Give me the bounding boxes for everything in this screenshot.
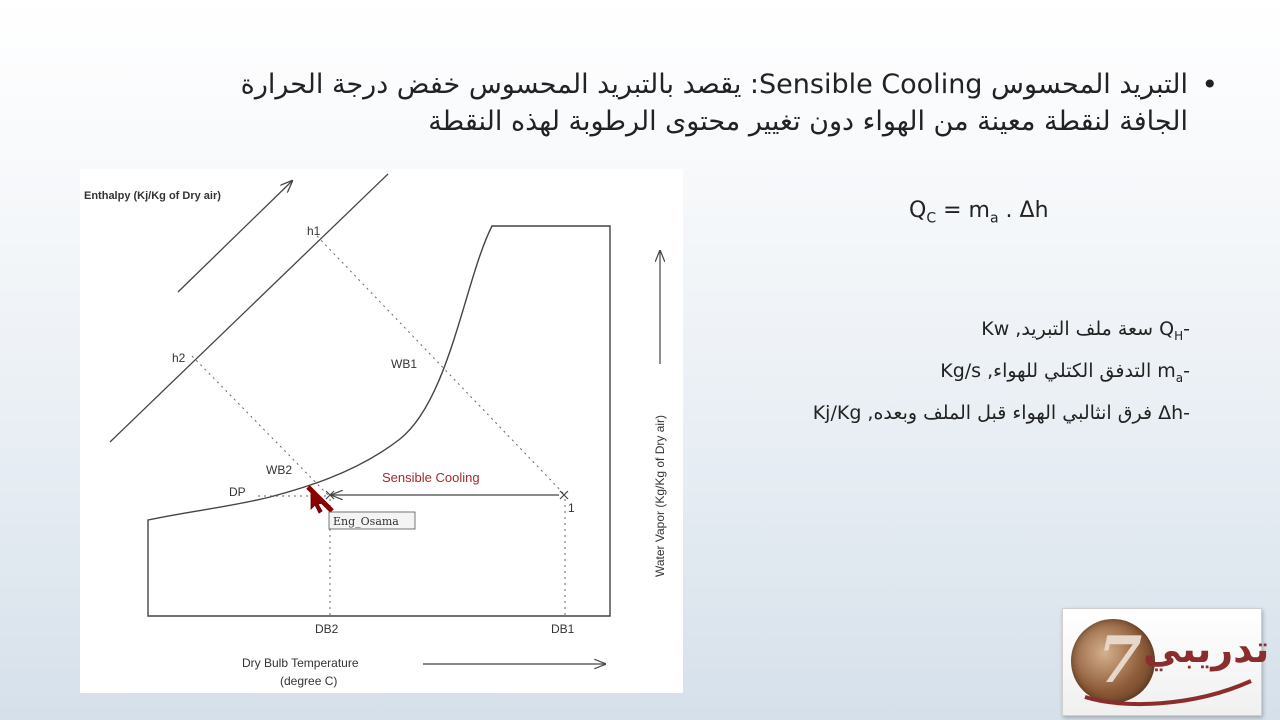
dp-label: DP bbox=[229, 485, 246, 499]
wb2-label: WB2 bbox=[266, 463, 293, 477]
enthalpy-scale-line bbox=[110, 174, 388, 442]
h2-label: h2 bbox=[172, 351, 186, 365]
h1-label: h1 bbox=[307, 224, 321, 238]
legend-m-text: التدفق الكتلي للهواء, Kg/s bbox=[940, 359, 1158, 382]
state-point-1 bbox=[560, 491, 568, 499]
enthalpy-label: Enthalpy (Kj/Kg of Dry air) bbox=[84, 190, 221, 202]
y-axis-label: Water Vapor (Kg/Kg of Dry air) bbox=[653, 414, 667, 577]
bullet-dot: • bbox=[1201, 68, 1218, 101]
legend-q-symbol: -Q bbox=[1159, 318, 1190, 340]
db2-label: DB2 bbox=[315, 622, 339, 636]
bullet-text bbox=[128, 66, 1218, 140]
legend-q-sub: H bbox=[1174, 328, 1184, 343]
variable-legend bbox=[813, 312, 1190, 431]
brand-logo bbox=[1062, 608, 1270, 716]
wb2-enthalpy-line bbox=[192, 356, 328, 495]
legend-dh-symbol: -Δh bbox=[1158, 401, 1190, 424]
legend-item-dh bbox=[813, 396, 1190, 431]
wb1-enthalpy-line bbox=[317, 236, 564, 494]
sensible-cooling-label: Sensible Cooling bbox=[382, 470, 480, 485]
formula-m-sub: a bbox=[989, 210, 999, 227]
saturation-chart-outline bbox=[148, 226, 610, 616]
x-axis-label-line2: (degree C) bbox=[280, 674, 338, 688]
legend-q-text: سعة ملف التبريد, Kw bbox=[981, 318, 1160, 340]
logo-seven: 7 bbox=[1089, 623, 1150, 698]
bullet-line-2: الجافة لنقطة معينة من الهواء دون تغيير محتوى الرطوبة لهذه النقطة bbox=[428, 106, 1188, 137]
formula-eq: = m bbox=[936, 198, 990, 223]
legend-m-symbol: -m bbox=[1157, 359, 1190, 382]
diagram-svg bbox=[80, 169, 683, 693]
x-axis-label-line1: Dry Bulb Temperature bbox=[242, 656, 359, 670]
point-1-label: 1 bbox=[568, 501, 575, 515]
bullet-definition: : يقصد بالتبريد المحسوس خفض درجة الحرارة bbox=[240, 69, 760, 100]
logo-swoosh bbox=[1083, 677, 1253, 707]
bullet-term-arabic: التبريد المحسوس bbox=[982, 69, 1188, 100]
tooltip-text: Eng_Osama bbox=[333, 515, 399, 528]
logo-text: تدريبي bbox=[1143, 627, 1270, 671]
legend-item-q bbox=[813, 312, 1190, 354]
legend-m-sub: a bbox=[1175, 370, 1184, 385]
wb1-label: WB1 bbox=[391, 357, 418, 371]
cooling-formula bbox=[909, 198, 1049, 226]
psychrometric-diagram bbox=[80, 169, 683, 693]
formula-q: Q bbox=[909, 198, 927, 223]
formula-q-sub: C bbox=[926, 210, 937, 227]
formula-rest: . Δh bbox=[998, 198, 1049, 223]
legend-item-m bbox=[813, 354, 1190, 396]
db1-label: DB1 bbox=[551, 622, 575, 636]
bullet-line-1 bbox=[128, 66, 1188, 103]
bullet-term-english: Sensible Cooling bbox=[759, 69, 983, 100]
legend-dh-text: فرق انثالبي الهواء قبل الملف وبعده, Kj/Kg bbox=[812, 401, 1159, 424]
